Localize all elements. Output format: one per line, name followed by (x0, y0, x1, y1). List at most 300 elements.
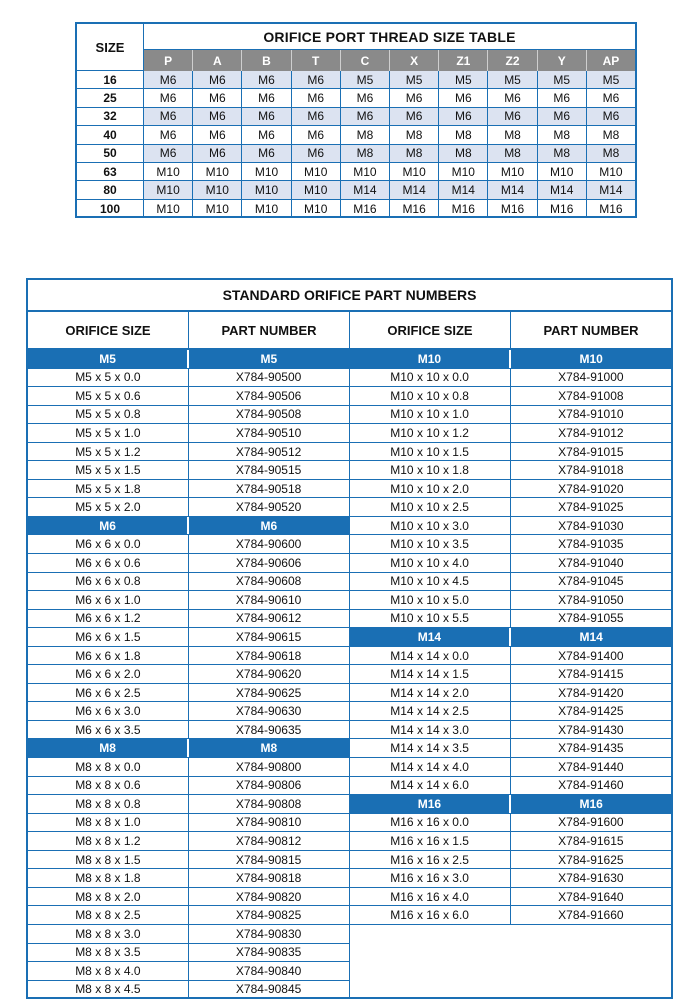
part-row (28, 387, 349, 406)
part-row (350, 739, 672, 758)
part-row (28, 498, 349, 517)
orifice-size-cell: M16 x 16 x 0.0 (350, 814, 511, 832)
part-number-cell: X784-91430 (558, 722, 624, 737)
part-number-cell: X784-90845 (235, 982, 302, 997)
part-number-cell: X784-90800 (235, 759, 302, 774)
thread-table-row (77, 163, 635, 181)
thread-size-table (75, 22, 637, 218)
part-row (350, 591, 672, 610)
thread-cell: M6 (602, 91, 620, 106)
part-number-cell: X784-90520 (235, 500, 302, 515)
thread-cell: M16 (488, 200, 537, 218)
part-number-cell: X784-91660 (558, 908, 624, 923)
thread-cell: M10 (242, 163, 291, 180)
part-number-cell: X784-90615 (235, 629, 302, 644)
thread-cell: M10 (488, 163, 537, 180)
part-row (350, 424, 672, 443)
part-row (28, 888, 349, 907)
orifice-size-header-right: ORIFICE SIZE (350, 312, 511, 348)
thread-cell: M6 (144, 71, 193, 88)
thread-cell: M10 (292, 200, 341, 218)
part-number-cell: X784-90612 (235, 611, 302, 626)
part-number-cell: X784-91012 (558, 425, 624, 440)
thread-values (144, 145, 635, 162)
part-row (350, 573, 672, 592)
part-row (350, 461, 672, 480)
thread-values (144, 200, 635, 218)
group-label: M5 (28, 350, 189, 368)
part-number-cell: X784-91640 (558, 889, 624, 904)
thread-cell: M6 (242, 108, 291, 125)
thread-cell: M6 (390, 89, 439, 106)
part-number-cell: X784-90500 (235, 370, 302, 385)
orifice-size-cell: M16 x 16 x 4.0 (350, 888, 511, 906)
part-row (350, 535, 672, 554)
part-number-cell: X784-91000 (558, 370, 624, 385)
part-row (28, 721, 349, 740)
orifice-size-cell: M8 x 8 x 1.5 (28, 851, 189, 869)
thread-cell: M8 (587, 145, 635, 162)
part-number-cell: X784-90635 (235, 722, 302, 737)
part-row (350, 387, 672, 406)
part-row (350, 814, 672, 833)
part-number-cell: X784-91045 (558, 574, 624, 589)
orifice-size-cell: M5 x 5 x 0.6 (28, 387, 189, 405)
thread-cell: M10 (144, 181, 193, 198)
part-row (28, 554, 349, 573)
part-row (350, 517, 672, 536)
group-label: M5 (189, 350, 348, 368)
part-number-cell: X784-90630 (235, 704, 302, 719)
thread-cell: M6 (538, 89, 587, 106)
part-number-cell: X784-90608 (235, 574, 302, 589)
orifice-size-cell: M10 x 10 x 0.8 (350, 387, 511, 405)
orifice-size-cell: M10 x 10 x 3.5 (350, 535, 511, 553)
thread-cell: M6 (193, 126, 242, 143)
part-number-cell: X784-90625 (235, 685, 302, 700)
part-row (28, 925, 349, 944)
thread-cell: M16 (439, 200, 488, 218)
orifice-size-cell: M6 x 6 x 3.5 (28, 721, 189, 739)
thread-cell: M8 (341, 145, 390, 162)
thread-cell: M5 (587, 71, 635, 88)
group-label: M16 (511, 795, 671, 813)
thread-cell: M6 (193, 89, 242, 106)
thread-cell: M6 (292, 145, 341, 162)
orifice-size-cell: M6 x 6 x 2.0 (28, 665, 189, 683)
part-number-cell: X784-91025 (558, 500, 624, 515)
part-number-cell: X784-90818 (235, 871, 302, 886)
part-number-cell: X784-90506 (235, 388, 302, 403)
orifice-size-cell: M6 x 6 x 3.0 (28, 702, 189, 720)
thread-cell: M10 (599, 164, 623, 179)
thread-cell: M10 (144, 200, 193, 218)
part-number-cell: X784-91630 (558, 871, 624, 886)
orifice-size-cell: M10 x 10 x 5.0 (350, 591, 511, 609)
orifice-size-cell: M6 x 6 x 0.8 (28, 573, 189, 591)
group-label: M10 (511, 350, 671, 368)
thread-cell: M6 (144, 108, 193, 125)
part-number-cell: X784-91015 (558, 444, 624, 459)
part-number-header-right: PART NUMBER (543, 322, 639, 338)
thread-cell: M10 (144, 163, 193, 180)
orifice-size-cell: M8 x 8 x 0.6 (28, 777, 189, 795)
thread-cell: M6 (193, 145, 242, 162)
orifice-size-cell: M10 x 10 x 4.0 (350, 554, 511, 572)
part-number-cell: X784-91018 (558, 463, 624, 478)
orifice-size-cell: M8 x 8 x 1.0 (28, 814, 189, 832)
thread-cell: M6 (292, 71, 341, 88)
thread-values (144, 89, 635, 106)
thread-cell: M8 (488, 126, 537, 143)
part-row (28, 369, 349, 388)
part-row (28, 832, 349, 851)
thread-cell: M10 (390, 163, 439, 180)
thread-cell: M10 (292, 163, 341, 180)
thread-cell: M6 (292, 126, 341, 143)
size-cell: 25 (77, 89, 144, 106)
thread-cell: M6 (242, 145, 291, 162)
part-number-cell: X784-91008 (558, 388, 624, 403)
orifice-size-cell: M10 x 10 x 2.0 (350, 480, 511, 498)
thread-cell: M14 (488, 181, 537, 198)
group-header-row (350, 795, 672, 814)
thread-cell: M5 (341, 71, 390, 88)
part-row (28, 758, 349, 777)
group-label: M16 (350, 795, 512, 813)
group-label: M8 (189, 739, 348, 757)
part-number-cell: X784-90806 (235, 778, 302, 793)
thread-cell: M6 (488, 89, 537, 106)
thread-cell: M5 (439, 71, 488, 88)
orifice-size-cell: M8 x 8 x 0.8 (28, 795, 189, 813)
orifice-size-cell: M14 x 14 x 1.5 (350, 665, 511, 683)
orifice-size-cell: M10 x 10 x 3.0 (350, 517, 511, 535)
orifice-size-cell: M5 x 5 x 1.8 (28, 480, 189, 498)
port-header-c: C (341, 50, 390, 71)
thread-table-row (77, 181, 635, 199)
part-row (28, 480, 349, 499)
orifice-size-cell: M6 x 6 x 1.5 (28, 628, 189, 646)
thread-cell: M6 (439, 108, 488, 125)
part-row (28, 647, 349, 666)
thread-cell: M6 (341, 89, 390, 106)
part-row (28, 406, 349, 425)
part-row (28, 869, 349, 888)
part-number-cell: X784-90508 (235, 407, 302, 422)
thread-table-row (77, 145, 635, 163)
group-label: M6 (189, 517, 348, 535)
part-number-cell: X784-91600 (558, 815, 624, 830)
orifice-size-cell: M6 x 6 x 2.5 (28, 684, 189, 702)
part-number-cell: X784-91435 (558, 741, 624, 756)
thread-cell: M8 (439, 145, 488, 162)
group-label: M14 (511, 628, 671, 646)
thread-cell: M8 (341, 126, 390, 143)
thread-values (144, 126, 635, 143)
group-header-row (28, 517, 349, 536)
orifice-size-cell: M10 x 10 x 4.5 (350, 573, 511, 591)
part-number-cell: X784-90835 (235, 945, 302, 960)
port-header-a: A (193, 50, 242, 71)
orifice-size-cell: M16 x 16 x 3.0 (350, 869, 511, 887)
thread-cell: M6 (439, 89, 488, 106)
part-row (350, 721, 672, 740)
thread-cell: M10 (193, 163, 242, 180)
part-number-cell: X784-90600 (235, 537, 302, 552)
port-header-y: Y (538, 50, 587, 71)
part-number-cell: X784-90610 (235, 592, 302, 607)
orifice-size-cell: M10 x 10 x 0.0 (350, 369, 511, 387)
parts-right-column (350, 350, 672, 999)
part-row (350, 554, 672, 573)
group-label: M6 (28, 517, 189, 535)
size-cell: 40 (77, 126, 144, 143)
part-number-cell: X784-90825 (235, 908, 302, 923)
orifice-size-cell: M16 x 16 x 2.5 (350, 851, 511, 869)
size-cell: 100 (77, 200, 144, 218)
thread-cell: M6 (242, 71, 291, 88)
orifice-size-cell: M14 x 14 x 2.0 (350, 684, 511, 702)
part-number-cell: X784-91415 (558, 667, 624, 682)
group-header-row (28, 739, 349, 758)
part-number-cell: X784-91420 (558, 685, 624, 700)
part-number-cell: X784-90810 (235, 815, 302, 830)
thread-values (144, 163, 635, 180)
port-header-z1: Z1 (439, 50, 488, 71)
part-row (350, 443, 672, 462)
thread-cell: M6 (144, 89, 193, 106)
thread-cell: M8 (390, 126, 439, 143)
thread-cell: M6 (292, 89, 341, 106)
part-numbers-table (26, 278, 673, 999)
thread-table-row (77, 89, 635, 107)
group-label: M14 (350, 628, 512, 646)
thread-table-row (77, 200, 635, 218)
part-row (28, 684, 349, 703)
orifice-size-cell: M8 x 8 x 4.5 (28, 981, 189, 999)
thread-cell: M6 (193, 108, 242, 125)
thread-cell: M6 (341, 108, 390, 125)
part-row (350, 832, 672, 851)
part-number-cell: X784-91040 (558, 555, 624, 570)
thread-cell: M8 (390, 145, 439, 162)
thread-table-row (77, 126, 635, 144)
size-cell: 63 (77, 163, 144, 180)
port-column-headers (144, 49, 635, 72)
part-number-cell: X784-90812 (235, 833, 302, 848)
part-number-cell: X784-91400 (558, 648, 624, 663)
part-number-cell: X784-91055 (558, 611, 624, 626)
thread-table-row (77, 108, 635, 126)
part-number-cell: X784-90808 (235, 796, 302, 811)
orifice-size-cell: M5 x 5 x 0.8 (28, 406, 189, 424)
part-number-cell: X784-90815 (235, 852, 302, 867)
thread-cell: M16 (538, 200, 587, 218)
group-header-row (28, 350, 349, 369)
group-header-row (350, 628, 672, 647)
part-number-cell: X784-91460 (558, 778, 624, 793)
thread-cell: M6 (488, 108, 537, 125)
orifice-size-cell: M14 x 14 x 6.0 (350, 777, 511, 795)
part-row (28, 777, 349, 796)
part-row (28, 851, 349, 870)
part-row (350, 647, 672, 666)
thread-cell: M10 (538, 163, 587, 180)
thread-table-title: ORIFICE PORT THREAD SIZE TABLE (263, 28, 516, 45)
thread-cell: M8 (538, 145, 587, 162)
thread-values (144, 181, 635, 198)
part-number-cell: X784-90518 (235, 481, 302, 496)
part-row (28, 944, 349, 963)
part-row (350, 498, 672, 517)
orifice-size-cell: M16 x 16 x 1.5 (350, 832, 511, 850)
part-row (28, 906, 349, 925)
part-row (28, 962, 349, 981)
part-number-cell: X784-90515 (235, 463, 302, 478)
part-number-cell: X784-90510 (235, 425, 302, 440)
orifice-size-cell: M10 x 10 x 5.5 (350, 610, 511, 628)
orifice-size-cell: M6 x 6 x 0.0 (28, 535, 189, 553)
thread-cell: M10 (439, 163, 488, 180)
part-row (350, 406, 672, 425)
thread-cell: M6 (390, 108, 439, 125)
orifice-size-cell: M6 x 6 x 1.2 (28, 610, 189, 628)
thread-table-row (77, 71, 635, 89)
part-row (28, 424, 349, 443)
group-label: M8 (28, 739, 189, 757)
part-row (350, 777, 672, 796)
part-row (350, 888, 672, 907)
thread-cell: M6 (242, 126, 291, 143)
size-cell: 32 (77, 108, 144, 125)
part-number-cell: X784-91030 (558, 518, 624, 533)
part-row (28, 461, 349, 480)
thread-cell: M8 (602, 127, 620, 142)
part-number-cell: X784-90512 (235, 444, 302, 459)
port-header-z2: Z2 (488, 50, 537, 71)
orifice-size-cell: M5 x 5 x 2.0 (28, 498, 189, 516)
part-row (350, 665, 672, 684)
port-header-t: T (292, 50, 341, 71)
port-header-b: B (242, 50, 291, 71)
port-header-x: X (390, 50, 439, 71)
part-row (28, 702, 349, 721)
part-row (28, 610, 349, 629)
orifice-size-cell: M5 x 5 x 1.5 (28, 461, 189, 479)
thread-table-body (77, 71, 635, 216)
part-number-header-left: PART NUMBER (189, 312, 350, 348)
parts-left-column (28, 350, 350, 999)
parts-table-headers (28, 312, 671, 350)
thread-cell: M6 (144, 145, 193, 162)
orifice-size-cell: M14 x 14 x 3.0 (350, 721, 511, 739)
orifice-size-cell: M8 x 8 x 1.2 (28, 832, 189, 850)
part-row (350, 480, 672, 499)
group-label: M10 (350, 350, 512, 368)
parts-table-title: STANDARD ORIFICE PART NUMBERS (28, 280, 671, 312)
orifice-size-cell: M8 x 8 x 3.5 (28, 944, 189, 962)
thread-cell: M16 (341, 200, 390, 218)
part-number-cell: X784-90618 (235, 648, 302, 663)
part-number-cell: X784-91020 (558, 481, 624, 496)
orifice-size-cell: M8 x 8 x 1.8 (28, 869, 189, 887)
thread-cell: M6 (538, 108, 587, 125)
thread-cell: M16 (599, 201, 623, 216)
orifice-size-cell: M14 x 14 x 2.5 (350, 702, 511, 720)
thread-cell: M8 (538, 126, 587, 143)
part-number-cell: X784-90620 (235, 667, 302, 682)
part-row (350, 369, 672, 388)
part-number-cell: X784-91625 (558, 852, 624, 867)
thread-cell: M14 (439, 181, 488, 198)
orifice-size-cell: M14 x 14 x 3.5 (350, 739, 511, 757)
thread-values (144, 71, 635, 88)
part-number-cell: X784-91035 (558, 537, 624, 552)
part-row (28, 591, 349, 610)
orifice-size-cell: M5 x 5 x 1.0 (28, 424, 189, 442)
part-number-cell: X784-91615 (558, 833, 624, 848)
orifice-size-cell: M6 x 6 x 1.0 (28, 591, 189, 609)
orifice-size-cell: M10 x 10 x 2.5 (350, 498, 511, 516)
thread-cell: M14 (390, 181, 439, 198)
part-row (28, 795, 349, 814)
orifice-size-cell: M6 x 6 x 1.8 (28, 647, 189, 665)
orifice-size-header-left: ORIFICE SIZE (28, 312, 189, 348)
thread-cell: M8 (488, 145, 537, 162)
part-number-cell: X784-90820 (235, 889, 302, 904)
orifice-size-cell: M14 x 14 x 4.0 (350, 758, 511, 776)
orifice-size-cell: M16 x 16 x 6.0 (350, 906, 511, 924)
part-number-cell: X784-91010 (558, 407, 624, 422)
orifice-size-cell: M8 x 8 x 2.0 (28, 888, 189, 906)
thread-cell: M6 (144, 126, 193, 143)
orifice-size-cell: M10 x 10 x 1.0 (350, 406, 511, 424)
thread-cell: M14 (538, 181, 587, 198)
part-number-cell: X784-90840 (235, 963, 302, 978)
thread-cell: M16 (390, 200, 439, 218)
thread-cell: M6 (193, 71, 242, 88)
orifice-size-cell: M8 x 8 x 2.5 (28, 906, 189, 924)
orifice-size-cell: M10 x 10 x 1.2 (350, 424, 511, 442)
part-row (28, 665, 349, 684)
part-row (28, 814, 349, 833)
part-row (350, 684, 672, 703)
size-cell: 50 (77, 145, 144, 162)
port-header-p: P (144, 50, 193, 71)
part-row (28, 535, 349, 554)
thread-cell: M10 (242, 181, 291, 198)
thread-cell: M14 (341, 181, 390, 198)
part-row (350, 906, 672, 925)
orifice-size-cell: M10 x 10 x 1.5 (350, 443, 511, 461)
thread-cell: M10 (341, 163, 390, 180)
part-row (350, 869, 672, 888)
part-row (28, 981, 349, 999)
thread-cell: M5 (390, 71, 439, 88)
orifice-size-cell: M8 x 8 x 4.0 (28, 962, 189, 980)
part-row (350, 610, 672, 629)
part-number-cell: X784-90830 (235, 926, 302, 941)
part-number-cell: X784-91050 (558, 592, 624, 607)
part-number-cell: X784-91440 (558, 759, 624, 774)
thread-cell: M10 (292, 181, 341, 198)
thread-cell: M10 (242, 200, 291, 218)
thread-cell: M5 (538, 71, 587, 88)
thread-cell: M6 (242, 89, 291, 106)
thread-cell: M10 (193, 181, 242, 198)
part-number-cell: X784-90606 (235, 555, 302, 570)
